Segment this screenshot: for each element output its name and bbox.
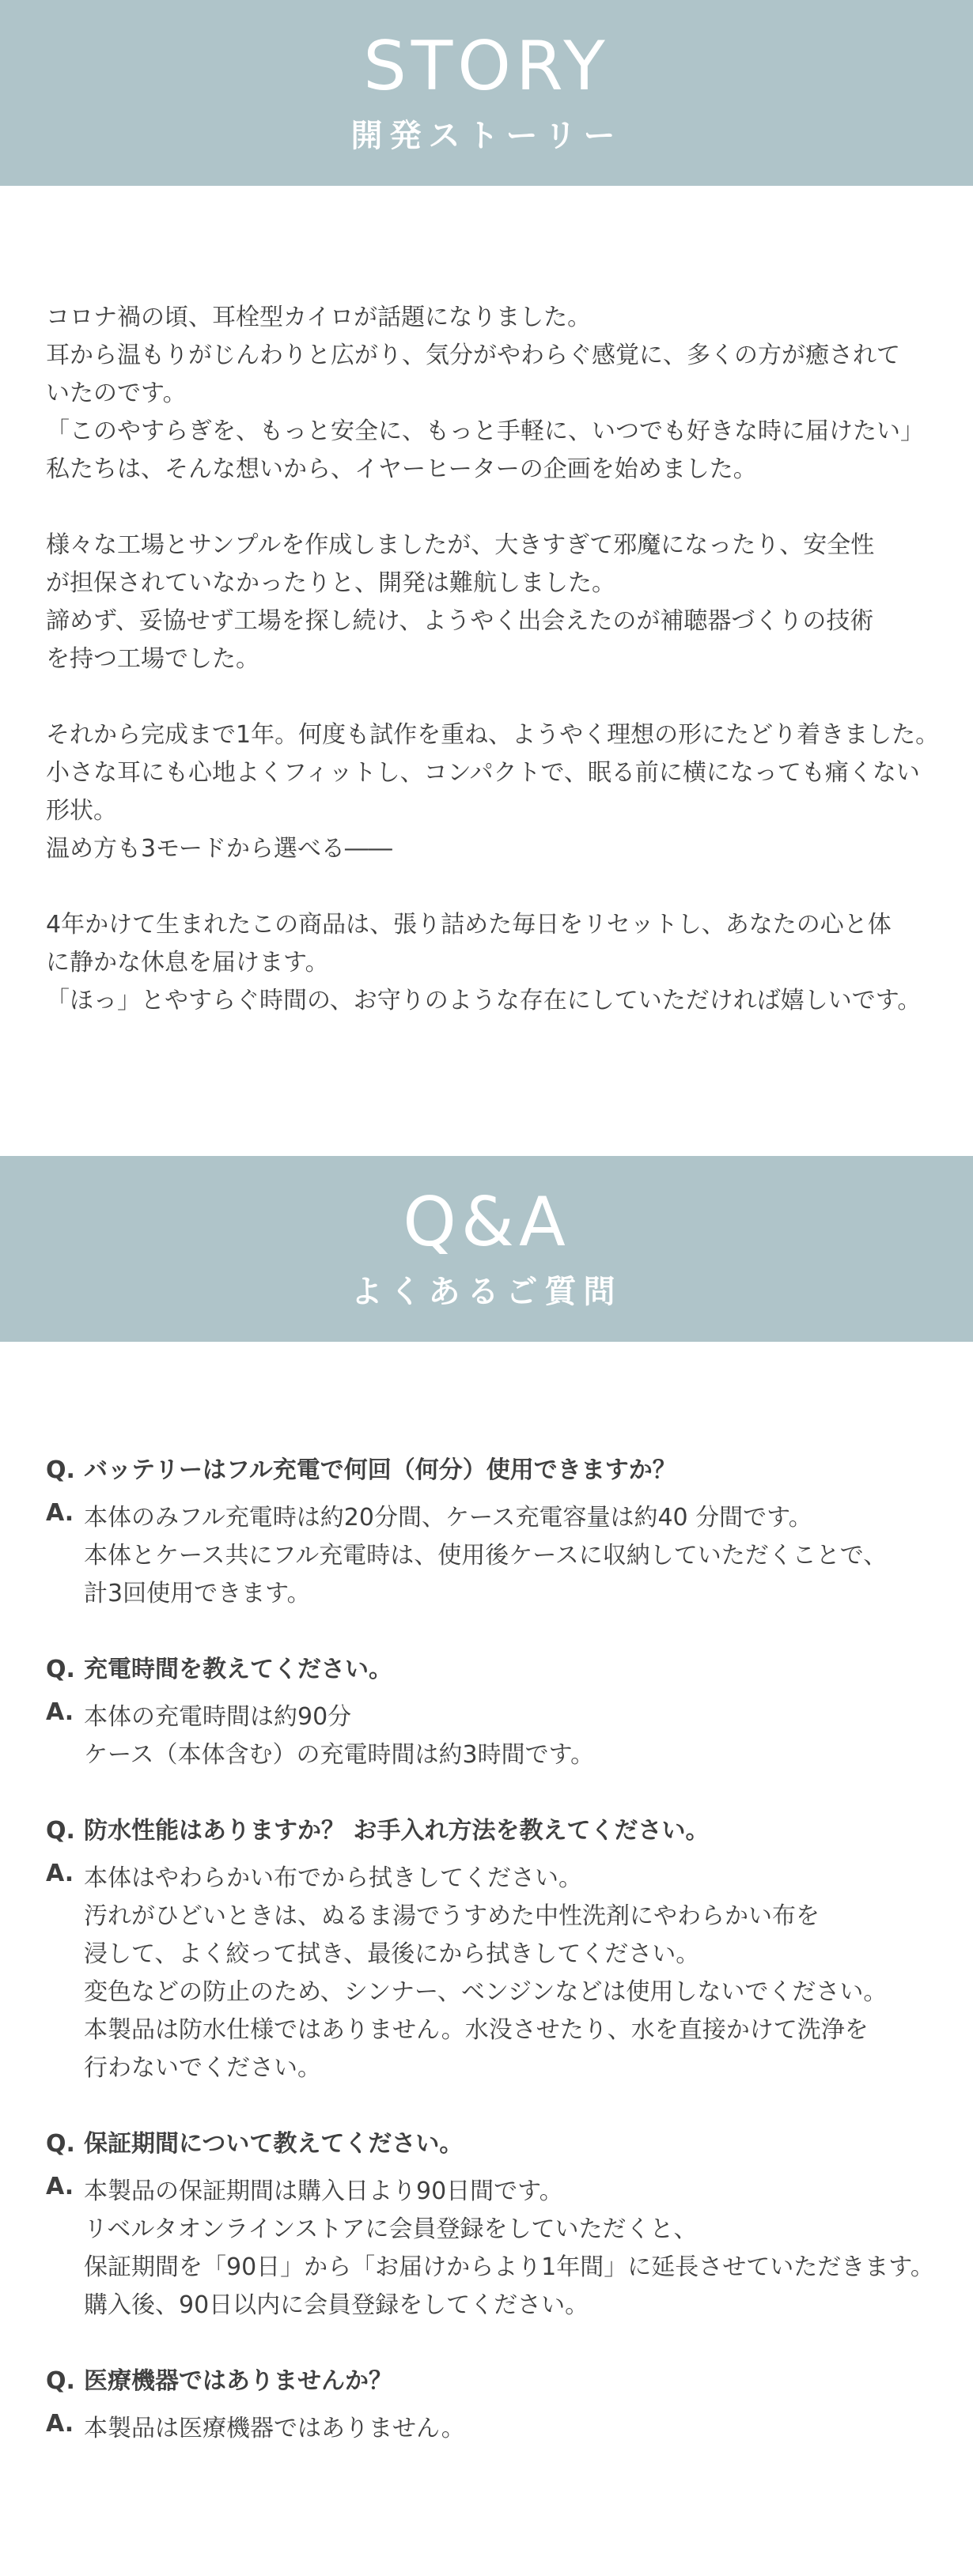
answer-line: 本製品は防水仕様ではありません。水没させたり、水を直接かけて洗浄を <box>84 2016 869 2044</box>
question-mark: Q. <box>46 1656 75 1683</box>
story-line: に静かな休息を届けます。 <box>46 949 329 976</box>
question-text: 防水性能はありますか？ お手入れ方法を教えてください。 <box>84 1817 710 1845</box>
story-line: 諦めず、妥協せず工場を探し続け、ようやく出会えたのが補聴器づくりの技術 <box>46 607 874 635</box>
story-paragraph <box>46 299 940 489</box>
answer-mark: A. <box>46 2173 74 2200</box>
answer-line: 保証期間を「90日」から「お届けからより1年間」に延長させていただきます。 <box>84 2253 934 2281</box>
question <box>46 2363 956 2400</box>
answer <box>46 1698 956 1774</box>
answer-line: 浸して、よく絞って拭き、最後にから拭きしてください。 <box>84 1940 700 1968</box>
qa-header-banner <box>0 1156 973 1342</box>
answer-mark: A. <box>46 1499 74 1527</box>
story-paragraph <box>46 527 940 678</box>
story-line: が担保されていなかったりと、開発は難航しました。 <box>46 569 615 597</box>
answer-mark: A. <box>46 2410 74 2438</box>
story-line: 形状。 <box>46 797 117 825</box>
qa-title: Q&A <box>403 1183 570 1262</box>
story-line: 4年かけて生まれたこの商品は、張り詰めた毎日をリセットし、あなたの心と体 <box>46 911 892 939</box>
story-line: 私たちは、そんな想いから、イヤーヒーターの企画を始めました。 <box>46 455 757 483</box>
answer <box>46 1860 956 2087</box>
question-mark: Q. <box>46 2130 75 2158</box>
answer-line: 本体とケース共にフル充電時は、使用後ケースに収納していただくことで、 <box>84 1542 888 1569</box>
qa-item <box>46 1812 956 2087</box>
qa-list <box>46 1452 956 2486</box>
story-body <box>46 299 940 1058</box>
answer-line: 本製品は医療機器ではありません。 <box>84 2415 465 2442</box>
answer-line: 変色などの防止のため、シンナー、ベンジンなどは使用しないでください。 <box>84 1978 888 2006</box>
question-text: バッテリーはフル充電で何回（何分）使用できますか？ <box>84 1456 676 1484</box>
story-line: 小さな耳にも心地よくフィットし、コンパクトで、眠る前に横になっても痛くない <box>46 759 920 787</box>
question <box>46 2125 956 2163</box>
story-paragraph <box>46 906 940 1020</box>
question <box>46 1651 956 1689</box>
question-mark: Q. <box>46 1817 75 1845</box>
story-line: いたのです。 <box>46 380 187 407</box>
story-line: 「ほっ」とやすらぐ時間の、お守りのような存在にしていただければ嬉しいです。 <box>46 987 922 1014</box>
question-mark: Q. <box>46 2367 75 2395</box>
answer-line: 本体の充電時間は約90分 <box>84 1703 352 1731</box>
question-text: 保証期間について教えてください。 <box>84 2130 464 2158</box>
story-subtitle: 開発ストーリー <box>350 118 623 154</box>
question-mark: Q. <box>46 1456 75 1484</box>
qa-item <box>46 2125 956 2325</box>
story-line: 耳から温もりがじんわりと広がり、気分がやわらぐ感覚に、多くの方が癒されて <box>46 342 900 369</box>
answer-line: 購入後、90日以内に会員登録をしてください。 <box>84 2291 589 2319</box>
story-line: 温め方も3モードから選べる―― <box>46 835 392 863</box>
answer-line: 本体のみフル充電時は約20分間、ケース充電容量は約40 分間です。 <box>84 1504 812 1532</box>
answer-line: 計3回使用できます。 <box>84 1580 311 1607</box>
qa-subtitle: よくあるご質問 <box>350 1274 623 1310</box>
answer-line: 汚れがひどいときは、ぬるま湯でうすめた中性洗剤にやわらかい布を <box>84 1902 820 1930</box>
answer <box>46 2410 956 2448</box>
answer-mark: A. <box>46 1698 74 1726</box>
story-line: コロナ禍の頃、耳栓型カイロが話題になりました。 <box>46 304 592 331</box>
answer <box>46 2173 956 2325</box>
question <box>46 1452 956 1490</box>
question-text: 医療機器ではありませんか？ <box>84 2367 392 2395</box>
story-line: 「このやすらぎを、もっと安全に、もっと手軽に、いつでも好きな時に届けたい」 <box>46 417 924 445</box>
answer-line: 行わないでください。 <box>84 2054 321 2082</box>
story-header-banner <box>0 0 973 186</box>
question <box>46 1812 956 1850</box>
answer-line: リベルタオンラインストアに会員登録をしていただくと、 <box>84 2215 698 2243</box>
qa-item <box>46 2363 956 2448</box>
answer-mark: A. <box>46 1860 74 1887</box>
question-text: 充電時間を教えてください。 <box>84 1656 392 1683</box>
story-line: を持つ工場でした。 <box>46 645 259 673</box>
story-line: それから完成まで1年。何度も試作を重ね、ようやく理想の形にたどり着きました。 <box>46 721 940 749</box>
answer-line: 本体はやわらかい布でから拭きしてください。 <box>84 1864 582 1892</box>
answer-line: ケース（本体含む）の充電時間は約3時間です。 <box>84 1741 595 1769</box>
qa-item <box>46 1651 956 1774</box>
story-paragraph <box>46 716 940 868</box>
qa-item <box>46 1452 956 1613</box>
answer-line: 本製品の保証期間は購入日より90日間です。 <box>84 2178 563 2205</box>
story-title: STORY <box>363 27 610 106</box>
answer <box>46 1499 956 1613</box>
story-line: 様々な工場とサンプルを作成しましたが、大きすぎて邪魔になったり、安全性 <box>46 531 875 559</box>
